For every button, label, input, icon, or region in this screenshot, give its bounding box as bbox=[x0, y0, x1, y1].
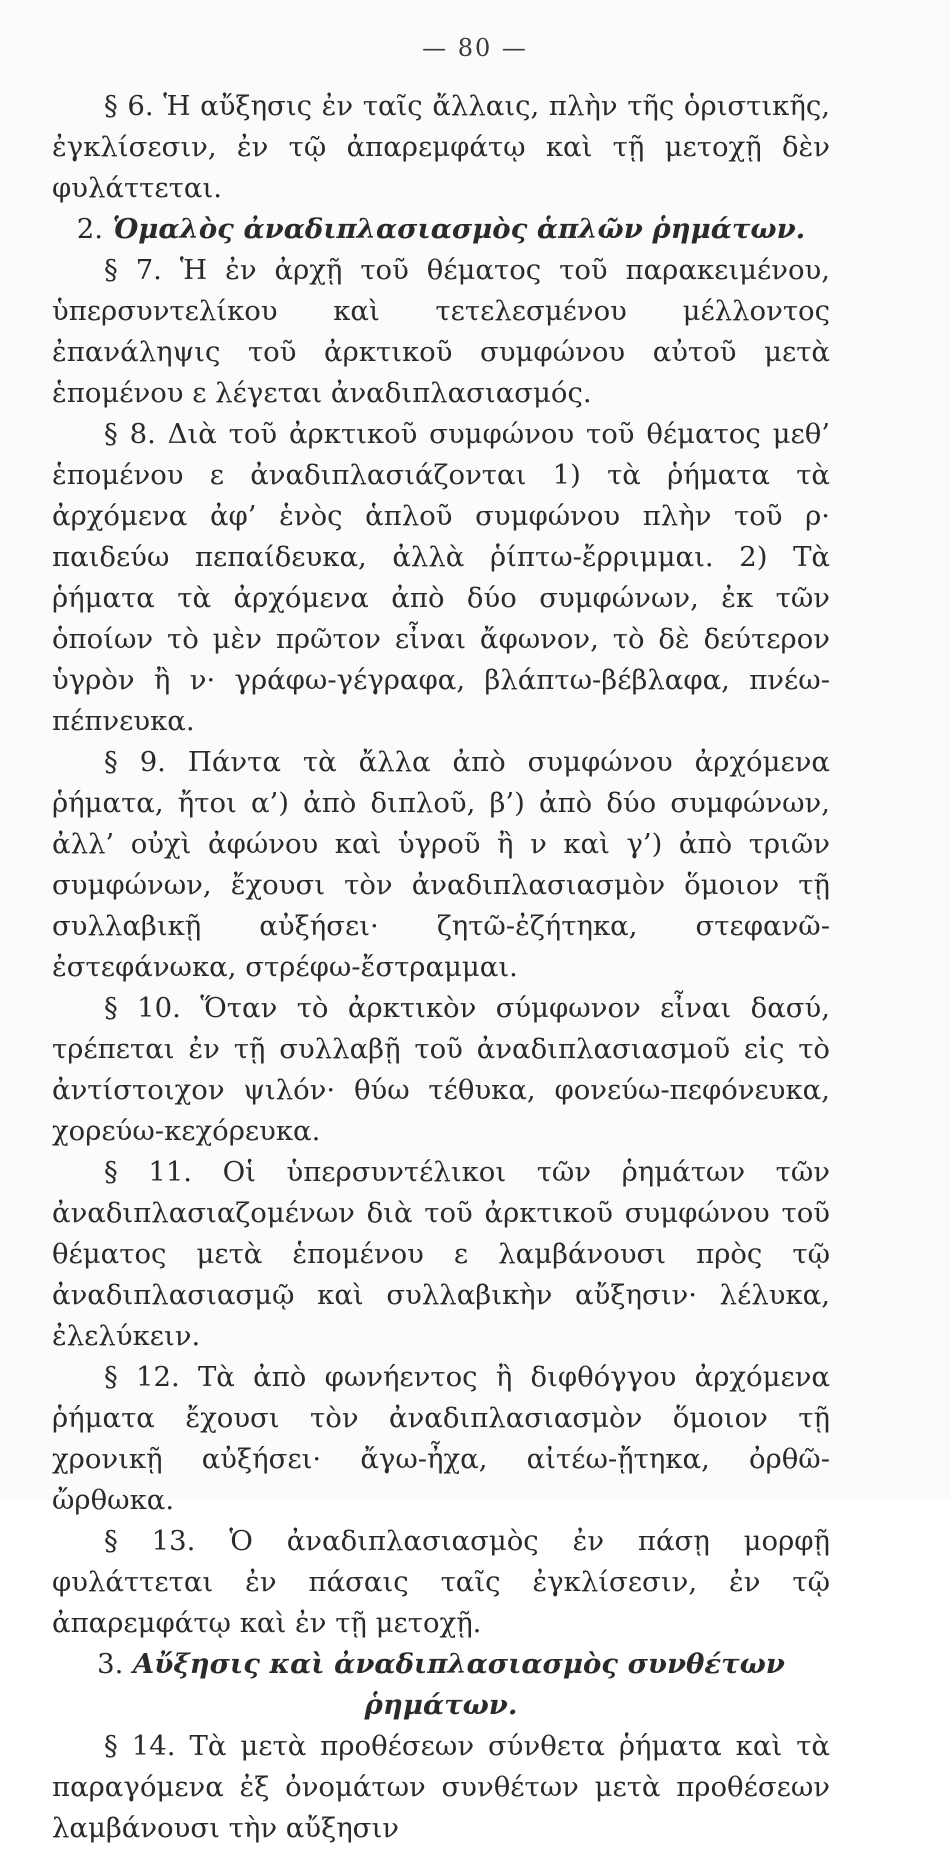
paragraph-14: § 14. Τὰ μετὰ προθέσεων σύνθετα ῥήματα καὶ τὰ παραγόμενα ἐξ ὀνομάτων συνθέτων μετὰ προθέσεων λαμβάνουσι τὴν αὔξησιν bbox=[52, 1730, 830, 1844]
paragraph-10: § 10. Ὅταν τὸ ἀρκτικὸν σύμφωνον εἶναι δασύ, τρέπεται ἐν τῇ συλλαβῇ τοῦ ἀναδιπλασιασμοῦ εἰς τὸ ἀντίστοιχον ψιλόν· θύω τέθυκα, φονεύω-πεφόνευκα, χορεύω-κεχόρευκα. bbox=[52, 992, 830, 1147]
section-heading-2 bbox=[52, 209, 830, 250]
section-heading-title: Αὔξησις καὶ ἀναδιπλασιασμὸς συνθέτων ῥημάτων. bbox=[132, 1648, 785, 1721]
page-body bbox=[52, 86, 830, 1849]
paragraph-11: § 11. Οἱ ὑπερσυντέλικοι τῶν ῥημάτων τῶν ἀναδιπλασιαζομένων διὰ τοῦ ἀρκτικοῦ συμφώνου τοῦ θέματος μετὰ ἑπομένου ε λαμβάνουσι πρὸς τῷ ἀναδιπλασιασμῷ καὶ συλλαβικὴν αὔξησιν· λέλυκα, ἐλελύκειν. bbox=[52, 1156, 830, 1352]
section-heading-3 bbox=[52, 1644, 830, 1726]
section-heading-number: 3. bbox=[97, 1648, 124, 1680]
section-heading-number: 2. bbox=[76, 213, 103, 245]
paragraph-9: § 9. Πάντα τὰ ἄλλα ἀπὸ συμφώνου ἀρχόμενα ῥήματα, ἤτοι α’) ἀπὸ διπλοῦ, β’) ἀπὸ δύο συμφώνων, ἀλλ’ οὐχὶ ἀφώνου καὶ ὑγροῦ ἢ ν καὶ γ’) ἀπὸ τριῶν συμφώνων, ἔχουσι τὸν ἀναδιπλασιασμὸν ὅμοιον τῇ συλλαβικῇ αὐξήσει· ζητῶ-ἐζήτηκα, στεφανῶ-ἐστεφάνωκα, στρέφω-ἔστραμμαι. bbox=[52, 746, 830, 983]
paragraph-6: § 6. Ἡ αὔξησις ἐν ταῖς ἄλλαις, πλὴν τῆς ὁριστικῆς, ἐγκλίσεσιν, ἐν τῷ ἀπαρεμφάτῳ καὶ τῇ μετοχῇ δὲν φυλάττεται. bbox=[52, 90, 830, 204]
paragraph-7: § 7. Ἡ ἐν ἀρχῇ τοῦ θέματος τοῦ παρακειμένου, ὑπερσυντελίκου καὶ τετελεσμένου μέλλοντος ἐπανάληψις τοῦ ἀρκτικοῦ συμφώνου αὐτοῦ μετὰ ἑπομένου ε λέγεται ἀναδιπλασιασμός. bbox=[52, 254, 830, 409]
section-heading-title: Ὁμαλὸς ἀναδιπλασιασμὸς ἁπλῶν ῥημάτων. bbox=[112, 213, 806, 245]
paragraph-13: § 13. Ὁ ἀναδιπλασιασμὸς ἐν πάσῃ μορφῇ φυλάττεται ἐν πάσαις ταῖς ἐγκλίσεσιν, ἐν τῷ ἀπαρεμφάτῳ καὶ ἐν τῇ μετοχῇ. bbox=[52, 1525, 830, 1639]
paragraph-8: § 8. Διὰ τοῦ ἀρκτικοῦ συμφώνου τοῦ θέματος μεθ’ ἑπομένου ε ἀναδιπλασιάζονται 1) τὰ ῥήματα τὰ ἀρχόμενα ἀφ’ ἑνὸς ἁπλοῦ συμφώνου πλὴν τοῦ ρ· παιδεύω πεπαίδευκα, ἀλλὰ ῥίπτω-ἔρριμμαι. 2) Τὰ ῥήματα τὰ ἀρχόμενα ἀπὸ δύο συμφώνων, ἐκ τῶν ὁποίων τὸ μὲν πρῶτον εἶναι ἄφωνον, τὸ δὲ δεύτερον ὑγρὸν ἢ ν· γράφω-γέγραφα, βλάπτω-βέβλαφα, πνέω-πέπνευκα. bbox=[52, 418, 830, 737]
page-number: — 80 — bbox=[422, 34, 528, 62]
paragraph-12: § 12. Τὰ ἀπὸ φωνήεντος ἢ διφθόγγου ἀρχόμενα ῥήματα ἔχουσι τὸν ἀναδιπλασιασμὸν ὅμοιον τῇ χρονικῇ αὐξήσει· ἄγω-ἦχα, αἰτέω-ᾔτηκα, ὀρθῶ-ὤρθωκα. bbox=[52, 1361, 830, 1516]
